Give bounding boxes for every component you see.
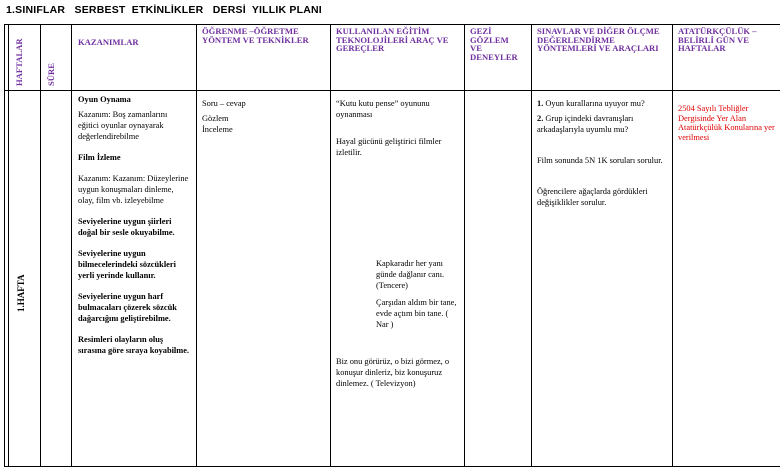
bilmece-item: Biz onu görürüz, o bizi görmez, o konuşur dinleriz, biz konuşuruz dinlemez. ( Televizyon) — [336, 357, 450, 388]
olcme-text: Grup içindeki davranışları arkadaşlarıyla uyumlu mu? — [537, 114, 634, 134]
table-left-border — [4, 24, 5, 467]
header-sure: SÜRE — [46, 63, 56, 86]
header-haftalar: HAFTALAR — [14, 38, 24, 86]
kazanim-text: Kazanım: Boş zamanlarını eğitici oyunlar oynayarak değerlendirebilme — [78, 110, 168, 141]
kazanim-heading-oyun: Oyun Oynama — [78, 95, 131, 104]
kazanim-bold-item: Resimleri olayların oluş sırasına göre sıraya koyabilme. — [78, 335, 190, 355]
olcme-cell — [537, 98, 667, 208]
col-divider — [531, 24, 532, 467]
olcme-number: 2. — [537, 114, 544, 123]
yontem-item: İnceleme — [202, 125, 233, 134]
col-divider — [40, 24, 41, 467]
bilmece-cell — [336, 356, 462, 389]
bilmece-item: Kapkaradır her yanı günde dağlanır canı. (Tencere) — [376, 259, 445, 290]
ataturk-cell: 2504 Sayılı Tebliğler Dergisinde Yer Alan Atatürkçülük Konularına yer verilmesi — [678, 104, 775, 142]
header-ataturk: ATATÜRKÇÜLÜK – BELİRLİ GÜN VE HAFTALAR — [678, 26, 757, 54]
kazanim-text: Kazanım: Kazanım: Düzeylerine uygun konuşmaları dinleme, olay, film vb. izleyebilme — [78, 174, 189, 205]
bilmece-item: Çarşıdan aldım bir tane, evde açtım bin tane. ( Nar ) — [376, 298, 457, 329]
kazanimlar-cell — [78, 94, 190, 356]
kazanim-bold-item: Seviyelerine uygun şiirleri doğal bir sesle okuyabilme. — [78, 217, 175, 237]
araclar-cell — [336, 98, 460, 158]
kazanim-bold-item: Seviyelerine uygun harf bulmacaları çözerek sözcük dağarcığını geliştirebilme. — [78, 292, 177, 323]
yontem-cell — [202, 98, 322, 135]
kazanim-heading-film: Film İzleme — [78, 153, 121, 162]
olcme-item: Öğrencilere ağaçlarda gördükleri değişiklikler sorulur. — [537, 187, 648, 207]
document-title: 1.SINIFLAR SERBEST ETKİNLİKLER DERSİ YILLIK PLANI — [6, 4, 322, 16]
bilmece-cell — [376, 258, 460, 330]
header-bottom-border — [4, 90, 780, 91]
olcme-item: Film sonunda 5N 1K soruları sorulur. — [537, 156, 663, 165]
col-divider — [464, 24, 465, 467]
olcme-number: 1. — [537, 99, 544, 108]
week-label: 1.HAFTA — [16, 274, 26, 312]
header-gezi: GEZİ GÖZLEM VE DENEYLER — [470, 26, 518, 62]
table-top-border — [4, 24, 780, 25]
olcme-text: Oyun kurallarına uyuyor mu? — [543, 99, 645, 108]
header-kazanimlar: KAZANIMLAR — [78, 37, 139, 47]
header-araclar: KULLANILAN EĞİTİM TEKNOLOJİLERİ ARAÇ VE GEREÇLER — [336, 26, 449, 54]
yontem-item: Gözlem — [202, 114, 229, 123]
kazanim-bold-item: Seviyelerine uygun bilmecelerindeki sözcükleri yerli yerinde kullanır. — [78, 249, 176, 280]
plan-table — [4, 24, 780, 467]
col-divider — [71, 24, 72, 467]
table-bottom-border — [4, 466, 780, 467]
header-yontem: ÖĞRENME –ÖĞRETME YÖNTEM VE TEKNİKLER — [202, 26, 309, 45]
table-left-double-border — [8, 24, 9, 467]
col-divider — [330, 24, 331, 467]
olcme-item — [537, 113, 667, 135]
arac-item: “Kutu kutu pense” oyununu oynanması — [336, 99, 430, 119]
col-divider — [672, 24, 673, 467]
col-divider — [196, 24, 197, 467]
header-olcme: SINAVLAR VE DİĞER ÖLÇME DEĞERLENDİRME YÖNTEMLERİ VE ARAÇLARI — [537, 26, 660, 54]
arac-item: Hayal gücünü geliştirici filmler izletilir. — [336, 137, 442, 157]
olcme-item — [537, 98, 667, 109]
yontem-item: Soru – cevap — [202, 99, 246, 108]
